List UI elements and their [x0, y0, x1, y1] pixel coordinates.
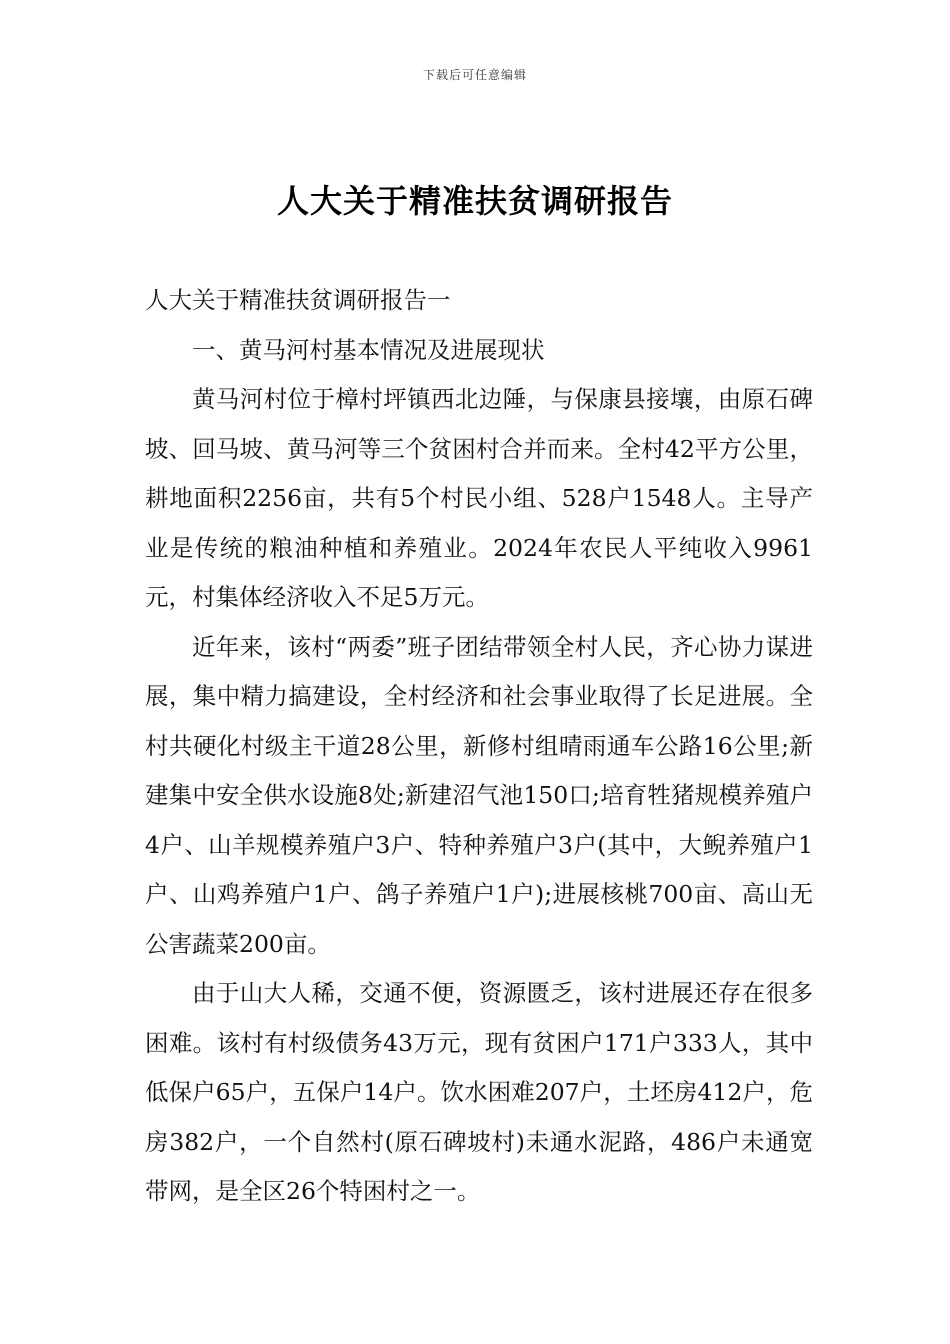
document-body [145, 276, 813, 1217]
body-paragraph: 黄马河村位于樟村坪镇西北边陲，与保康县接壤，由原石碑坡、回马坡、黄马河等三个贫困村合并而来。全村42平方公里，耕地面积2256亩，共有5个村民小组、528户1548人。主导产业是传统的粮油种植和养殖业。2024年农民人平纯收入9961元，村集体经济收入不足5万元。 [145, 385, 813, 611]
report-subtitle: 人大关于精准扶贫调研报告一 [145, 286, 451, 314]
body-paragraph: 近年来，该村“两委”班子团结带领全村人民，齐心协力谋进展，集中精力搞建设，全村经济和社会事业取得了长足进展。全村共硬化村级主干道28公里，新修村组晴雨通车公路16公里;新建集中安全供水设施8处;新建沼气池150口;培育牲猪规模养殖户4户、山羊规模养殖户3户、特种养殖户3户(其中，大鲵养殖户1户、山鸡养殖户1户、鸽子养殖户1户);进展核桃700亩、高山无公害蔬菜200亩。 [145, 632, 813, 958]
page-header-note: 下载后可任意编辑 [422, 68, 527, 82]
section-heading: 一、黄马河村基本情况及进展现状 [192, 335, 545, 364]
document-title: 人大关于精准扶贫调研报告 [276, 182, 673, 220]
body-paragraph: 由于山大人稀，交通不便，资源匮乏，该村进展还存在很多困难。该村有村级债务43万元，现有贫困户171户333人，其中低保户65户，五保户14户。饮水困难207户，土坯房412户，危房382户，一个自然村(原石碑坡村)未通水泥路，486户未通宽带网，是全区26个特困村之一。 [145, 979, 813, 1205]
